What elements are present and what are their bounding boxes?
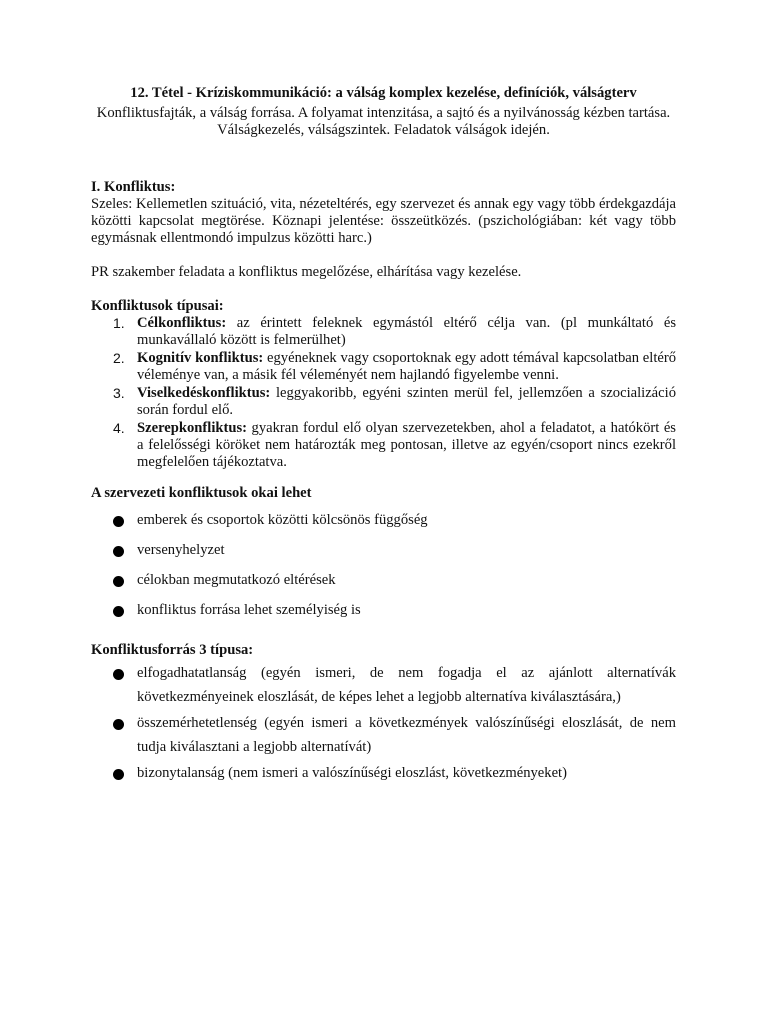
konfliktus-definition: Szeles: Kellemetlen szituáció, vita, nézeteltérés, egy szervezet és annak egy vagy több érdekgazdája közötti kapcsolat megtörése. Köznapi jelentése: összeütközés. (pszichológiában: két vagy több egymásnak ellentmondó impulzus közötti harc.)	[91, 196, 676, 246]
list-item	[91, 385, 676, 419]
sources-list	[91, 661, 676, 785]
list-item	[91, 538, 676, 562]
types-heading: Konfliktusok típusai:	[91, 298, 224, 314]
type-description: az érintett feleknek egymástól eltérő célja van. (pl munkáltató és munkavállaló között is felmerülhet)	[137, 315, 676, 348]
bullet-dot-icon	[113, 769, 124, 780]
document-page	[91, 84, 676, 785]
document-title: 12. Tétel - Kríziskommunikáció: a válság komplex kezelése, definíciók, válságterv	[130, 85, 637, 101]
list-item	[91, 568, 676, 592]
list-item	[91, 661, 676, 709]
list-item	[91, 420, 676, 471]
list-item	[91, 508, 676, 532]
bullet-dot-icon	[113, 606, 124, 617]
type-term: Szerepkonfliktus:	[137, 420, 248, 436]
bullet-dot-icon	[113, 719, 124, 730]
causes-list	[91, 508, 676, 622]
list-item	[91, 350, 676, 384]
section-heading-konfliktus: I. Konfliktus:	[91, 179, 176, 195]
cause-text: versenyhelyzet	[137, 542, 225, 558]
bullet-dot-icon	[113, 546, 124, 557]
list-item	[91, 598, 676, 622]
sources-heading: Konfliktusforrás 3 típusa:	[91, 642, 254, 658]
list-item	[91, 761, 676, 785]
causes-heading: A szervezeti konfliktusok okai lehet	[91, 485, 312, 501]
pr-task-paragraph: PR szakember feladata a konfliktus megelőzése, elhárítása vagy kezelése.	[91, 264, 522, 280]
list-number: 2.	[113, 350, 125, 366]
type-description: gyakran fordul elő olyan szervezetekben, ahol a feladatot, a hatókört és a felelősségi köröket nem határozták meg pontosan, illetve az egyén/csoport nincs ezekről megfelelően tájékoztatva.	[137, 420, 676, 470]
conflict-types-list	[91, 315, 676, 471]
list-item	[91, 315, 676, 349]
type-term: Célkonfliktus:	[137, 315, 227, 331]
source-text: bizonytalanság (nem ismeri a valószínűségi eloszlást, következményeket)	[137, 765, 567, 781]
cause-text: emberek és csoportok közötti kölcsönös függőség	[137, 512, 428, 528]
type-term: Kognitív konfliktus:	[137, 350, 264, 366]
list-item	[91, 711, 676, 759]
bullet-dot-icon	[113, 669, 124, 680]
source-text: összemérhetetlenség (egyén ismeri a következmények valószínűségi eloszlását, de nem tudja kiválasztani a legjobb alternatívát)	[137, 715, 676, 755]
list-number: 1.	[113, 315, 125, 331]
source-text: elfogadhatatlanság (egyén ismeri, de nem fogadja el az ajánlott alternatívák következményeinek eloszlását, de képes lehet a legjobb alternatíva kiválasztására,)	[137, 665, 676, 705]
type-description: egyéneknek vagy csoportoknak egy adott témával kapcsolatban eltérő véleménye van, a másik fél véleményét nem hajlandó figyelembe venni.	[137, 350, 677, 383]
bullet-dot-icon	[113, 576, 124, 587]
list-number: 4.	[113, 420, 125, 436]
cause-text: konfliktus forrása lehet személyiség is	[137, 602, 361, 618]
type-term: Viselkedéskonfliktus:	[137, 385, 271, 401]
type-description: leggyakoribb, egyéni szinten merül fel, jellemzően a szocializáció során fordul elő.	[137, 385, 676, 418]
bullet-dot-icon	[113, 516, 124, 527]
document-subtitle: Konfliktusfajták, a válság forrása. A folyamat intenzitása, a sajtó és a nyilvánosság kézben tartása. Válságkezelés, válságszintek. Feladatok válságok idején.	[96, 105, 671, 138]
list-number: 3.	[113, 385, 125, 401]
cause-text: célokban megmutatkozó eltérések	[137, 572, 336, 588]
